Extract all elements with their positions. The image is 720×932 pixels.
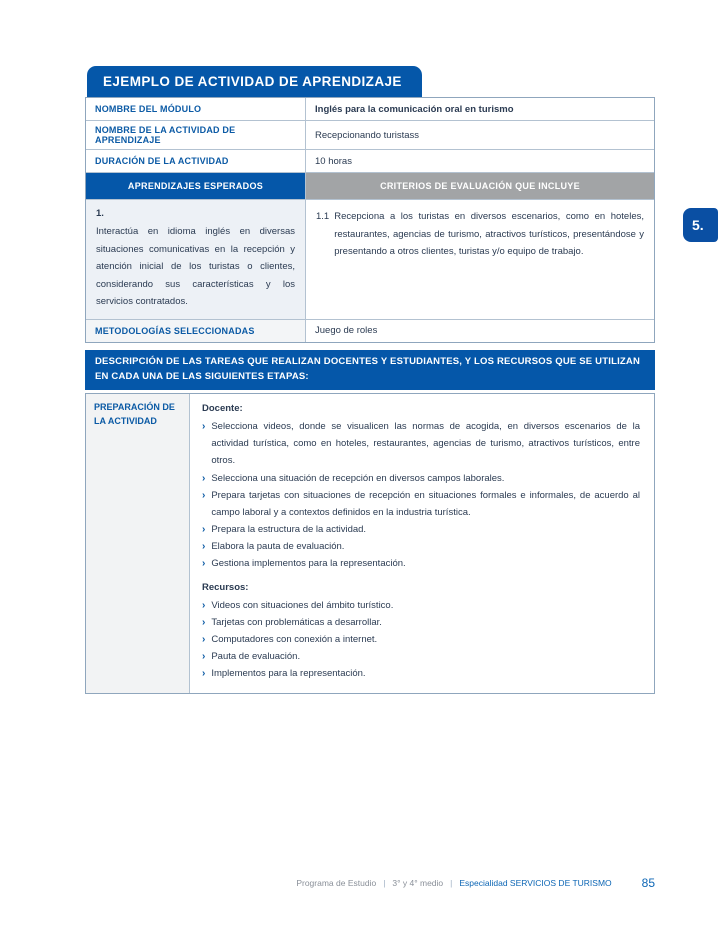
bullet-text: Tarjetas con problemáticas a desarrollar. xyxy=(211,617,382,629)
preparacion-label: PREPARACIÓN DE LA ACTIVIDAD xyxy=(86,394,189,692)
docente-title: Docente: xyxy=(202,403,243,415)
bullet-text: Selecciona videos, donde se visualicen las normas de acogida, en diversos escenarios de la actividad turística, como en hoteles, restaurantes, agencias de turismo, atractivos turísticos, entre otros. xyxy=(211,421,640,467)
header-aprendizajes: APRENDIZAJES ESPERADOS xyxy=(86,173,305,199)
footer-separator: | xyxy=(450,878,453,888)
bullet-icon: › xyxy=(202,668,206,680)
section-number-tab: 5. xyxy=(683,208,718,242)
bullet-icon: › xyxy=(202,600,206,612)
criterio-cell xyxy=(306,200,654,319)
list-item xyxy=(202,470,640,487)
aprendizaje-text: Interactúa en idioma inglés en diversas situaciones comunicativas en la recepción y atención inicial de los turistas o clientes, considerando sus características y los servicios contratados. xyxy=(96,226,295,308)
bullet-text: Videos con situaciones del ámbito turístico. xyxy=(211,600,394,612)
main-content xyxy=(85,66,655,694)
row-label-actividad: NOMBRE DE LA ACTIVIDAD DE APRENDIZAJE xyxy=(86,121,305,149)
criterio-number: 1.1 xyxy=(316,211,330,222)
list-item xyxy=(202,597,640,614)
bullet-text: Gestiona implementos para la representación. xyxy=(211,558,406,569)
bullet-icon: › xyxy=(202,472,206,484)
bullet-icon: › xyxy=(202,651,206,663)
page-number: 85 xyxy=(641,876,655,890)
row-value-modulo: Inglés para la comunicación oral en turismo xyxy=(306,98,654,120)
bullet-icon: › xyxy=(202,540,206,552)
row-value-duracion: 10 horas xyxy=(306,150,654,172)
list-item xyxy=(202,538,640,555)
list-item xyxy=(202,521,640,538)
list-item xyxy=(202,487,640,521)
bullet-icon: › xyxy=(202,523,206,535)
bullet-icon: › xyxy=(202,634,206,646)
bullet-text: Selecciona una situación de recepción en diversos campos laborales. xyxy=(211,472,505,484)
activity-table xyxy=(85,97,655,343)
footer-breadcrumb xyxy=(296,878,611,888)
footer-grades: 3° y 4° medio xyxy=(392,878,444,888)
footer-program: Programa de Estudio xyxy=(296,878,377,888)
bullet-icon: › xyxy=(202,617,206,629)
bullet-text: Prepara tarjetas con situaciones de recepción en situaciones formales e informales, de acuerdo al campo laboral y a contextos definidos en la industria turística. xyxy=(211,489,640,518)
descripcion-banner: DESCRIPCIÓN DE LAS TAREAS QUE REALIZAN DOCENTES Y ESTUDIANTES, Y LOS RECURSOS QUE SE UTILIZAN EN CADA UNA DE LAS SIGUIENTES ETAPAS: xyxy=(85,350,655,390)
aprendizaje-number: 1. xyxy=(96,208,104,219)
bullet-icon: › xyxy=(202,558,206,569)
page-footer xyxy=(85,876,655,890)
list-item xyxy=(202,665,640,682)
bullet-text: Elabora la pauta de evaluación. xyxy=(211,540,345,552)
bullet-icon: › xyxy=(202,421,206,433)
preparacion-table xyxy=(85,393,655,693)
row-value-actividad: Recepcionando turistass xyxy=(306,121,654,149)
list-item xyxy=(202,418,640,469)
row-label-metodologias: METODOLOGÍAS SELECCIONADAS xyxy=(86,320,305,342)
list-item xyxy=(202,555,640,572)
list-item xyxy=(202,648,640,665)
row-label-modulo: NOMBRE DEL MÓDULO xyxy=(86,98,305,120)
bullet-text: Prepara la estructura de la actividad. xyxy=(211,523,367,535)
row-label-duracion: DURACIÓN DE LA ACTIVIDAD xyxy=(86,150,305,172)
bullet-text: Pauta de evaluación. xyxy=(211,651,301,663)
page-title: EJEMPLO DE ACTIVIDAD DE APRENDIZAJE xyxy=(87,66,422,97)
row-value-metodologias: Juego de roles xyxy=(306,320,654,342)
list-item xyxy=(202,614,640,631)
bullet-icon: › xyxy=(202,489,206,501)
footer-separator: | xyxy=(383,878,386,888)
recursos-title: Recursos: xyxy=(202,582,249,594)
footer-specialty: Especialidad SERVICIOS DE TURISMO xyxy=(459,878,612,888)
criterio-text: Recepciona a los turistas en diversos escenarios, como en hoteles, restaurantes, agencias de turismo, atractivos turísticos, presentándose y presentando a otros clientes, turistas y/o equipo de trabajo. xyxy=(334,211,644,258)
aprendizaje-cell xyxy=(86,200,305,319)
bullet-text: Computadores con conexión a internet. xyxy=(211,634,378,646)
list-item xyxy=(202,631,640,648)
bullet-text: Implementos para la representación. xyxy=(211,668,366,680)
preparacion-body xyxy=(190,394,654,692)
header-criterios: CRITERIOS DE EVALUACIÓN QUE INCLUYE xyxy=(306,173,654,199)
